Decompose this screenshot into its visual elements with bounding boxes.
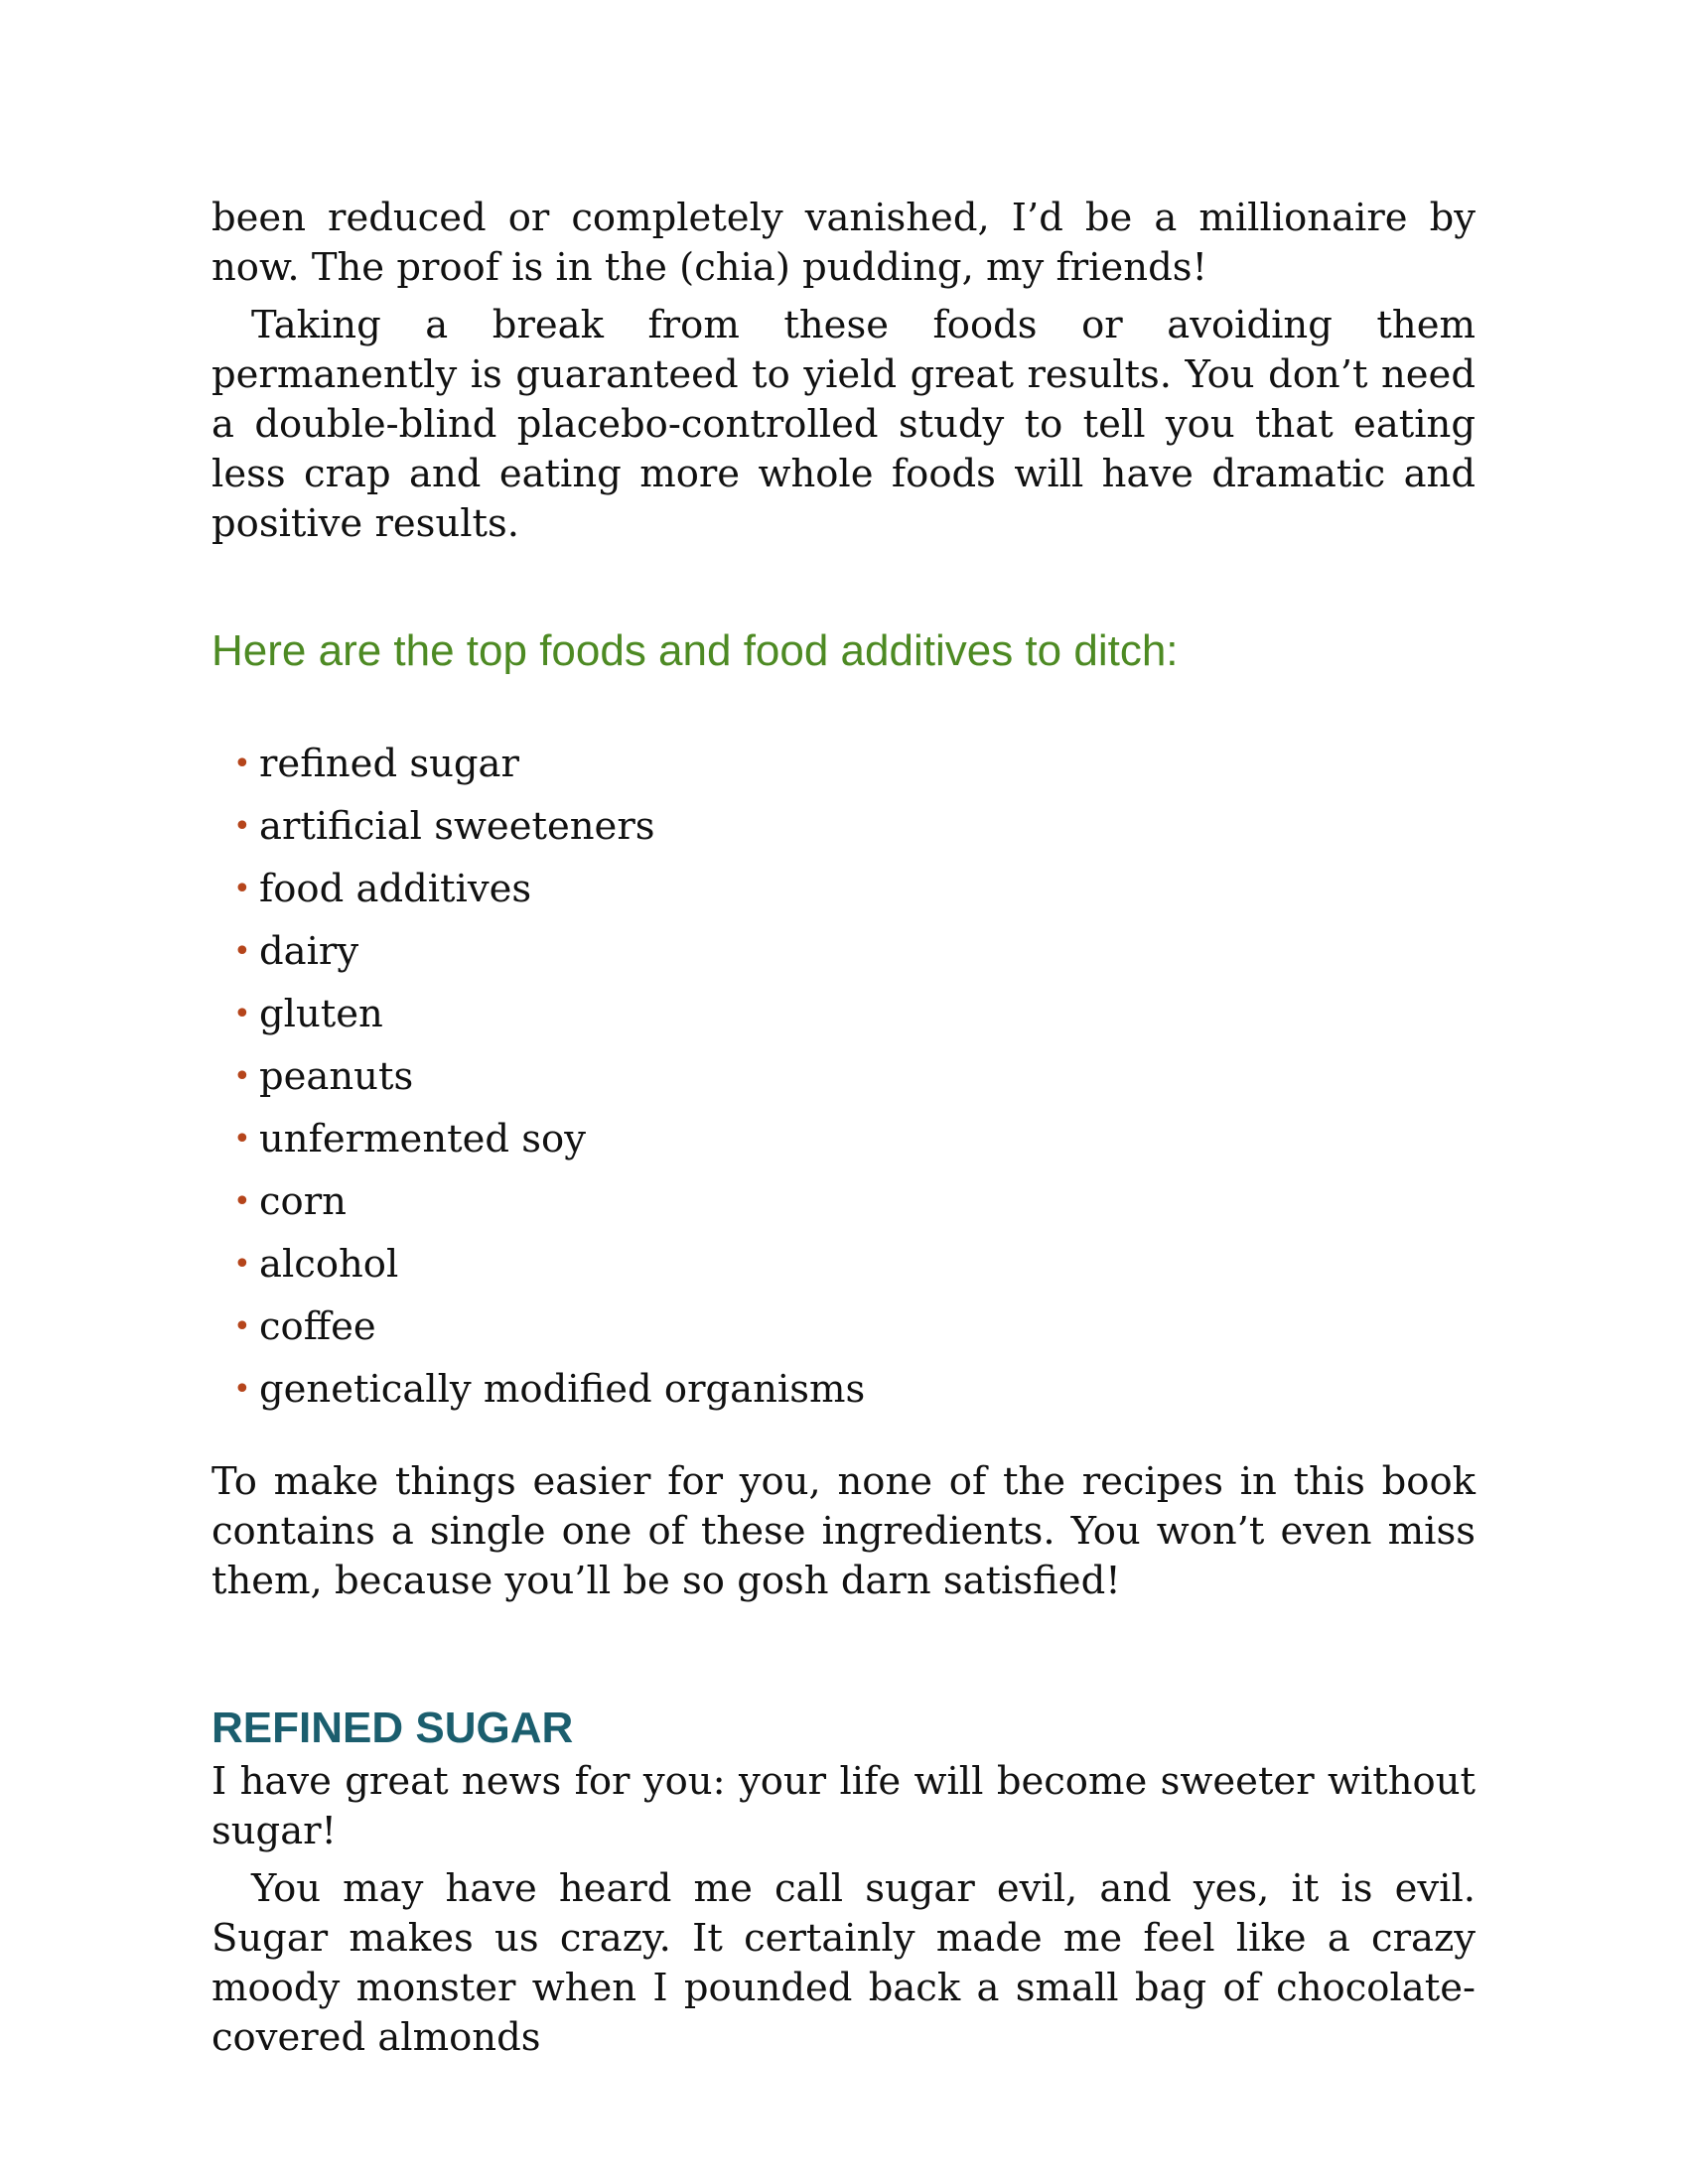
list-item <box>211 927 1476 990</box>
bullet-icon: • <box>233 809 251 844</box>
list-item-text: artificial sweeteners <box>259 804 655 849</box>
bullet-icon: • <box>233 997 251 1031</box>
intro-section <box>211 194 1476 549</box>
list-item-text: corn <box>259 1179 347 1224</box>
ditch-list-heading: Here are the top foods and food additives to ditch: <box>211 626 1179 675</box>
bullet-icon: • <box>233 1247 251 1282</box>
bullet-icon: • <box>233 1122 251 1157</box>
list-item <box>211 865 1476 927</box>
list-item <box>211 1177 1476 1240</box>
bullet-icon: • <box>233 1184 251 1219</box>
list-item-text: gluten <box>259 992 383 1036</box>
bullet-icon: • <box>233 1372 251 1407</box>
list-item <box>211 1240 1476 1302</box>
list-item <box>211 802 1476 865</box>
bullet-icon: • <box>233 934 251 969</box>
list-item-text: unfermented soy <box>259 1117 586 1161</box>
list-item <box>211 1302 1476 1365</box>
book-page <box>211 194 1476 2063</box>
refined-sugar-section <box>211 1757 1476 2063</box>
list-item-text: alcohol <box>259 1242 399 1287</box>
list-item <box>211 1052 1476 1115</box>
list-item-text: dairy <box>259 929 359 974</box>
list-item <box>211 1115 1476 1177</box>
list-item-text: peanuts <box>259 1054 414 1099</box>
intro-paragraph: Taking a break from these foods or avoiding them permanently is guaranteed to yield great results. You don’t need a double-blind placebo-controlled study to tell you that eating less crap and eating more whole foods will have dramatic and positive results. <box>211 303 1476 546</box>
list-item-text: genetically modified organisms <box>259 1367 866 1412</box>
list-item-text: coffee <box>259 1304 376 1349</box>
bullet-icon: • <box>233 1309 251 1344</box>
list-item-text: refined sugar <box>259 742 519 786</box>
bullet-icon: • <box>233 872 251 906</box>
section-paragraph: I have great news for you: your life will become sweeter without sugar! <box>211 1759 1476 1853</box>
after-list-paragraph: To make things easier for you, none of the recipes in this book contains a single one of these ingredients. You won’t even miss them, because you’ll be so gosh darn satisfied! <box>211 1459 1476 1603</box>
section-title-refined-sugar: REFINED SUGAR <box>211 1704 574 1752</box>
list-item <box>211 740 1476 802</box>
list-item-text: food additives <box>259 867 532 911</box>
section-paragraph: You may have heard me call sugar evil, and yes, it is evil. Sugar makes us crazy. It certainly made me feel like a crazy moody monster when I pounded back a small bag of chocolate-covered almonds <box>211 1866 1476 2060</box>
bullet-icon: • <box>233 747 251 781</box>
intro-paragraph: been reduced or completely vanished, I’d be a millionaire by now. The proof is in the (chia) pudding, my friends! <box>211 196 1476 290</box>
list-item <box>211 990 1476 1052</box>
list-item <box>211 1365 1476 1428</box>
bullet-icon: • <box>233 1059 251 1094</box>
ditch-list <box>211 740 1476 1428</box>
